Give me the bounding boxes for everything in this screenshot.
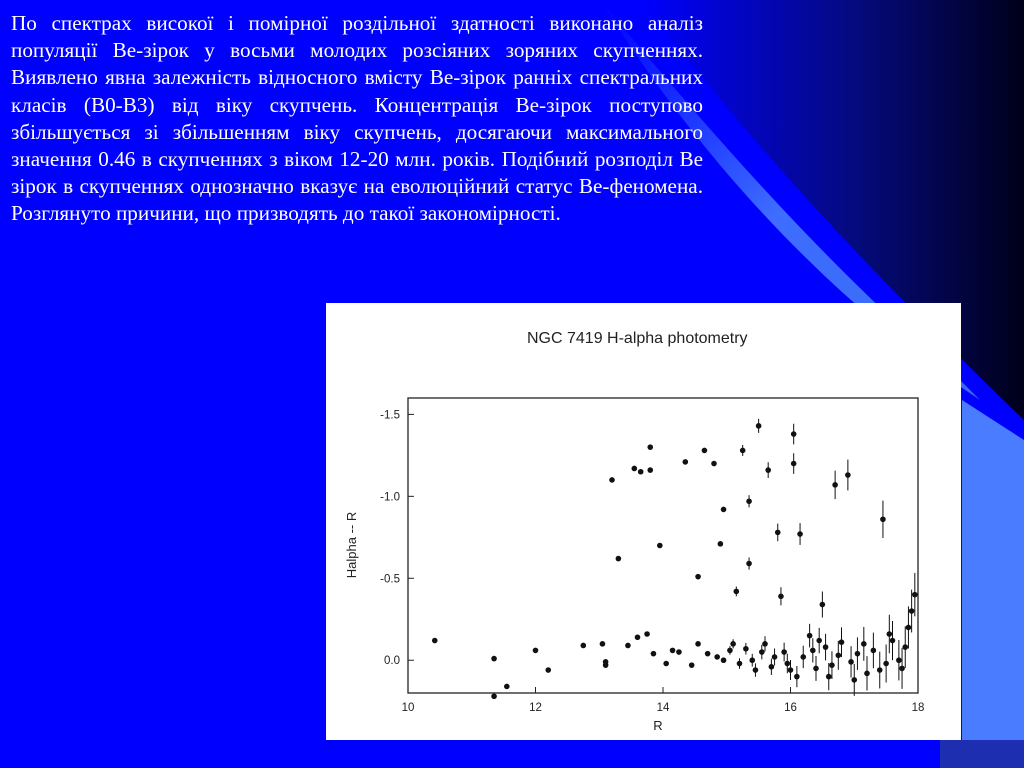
data-point: [788, 667, 794, 673]
data-point: [883, 661, 889, 667]
data-point: [839, 639, 845, 645]
data-point: [820, 602, 826, 608]
data-point: [504, 684, 510, 690]
data-point: [616, 556, 622, 562]
x-tick-label: 12: [529, 702, 542, 714]
data-point: [785, 661, 791, 667]
data-point: [836, 653, 842, 659]
data-point: [909, 608, 915, 614]
data-point: [794, 674, 800, 680]
data-point: [647, 467, 653, 473]
data-point: [813, 666, 819, 672]
slide-paragraph: По спектрах високої і помірної роздільної здатності виконано аналіз популяції Be-зірок у восьми молодих розсіяних зоряних скупченнях. Виявлено явна залежність відносного вмісту Be-зірок ранніх спектральних класів (B0-B3) від віку скупчень. Концентрація Be-зірок поступово збільшується зі збільшенням віку скупчень, досягаючи максимального значення 0.46 в скупченнях з віком 12-20 млн. років. Подібний розподіл Be зірок в скупченнях однозначно вказує на еволюційний статус Be-феномена. Розглянуто причини, що призводять до такої закономірності.: [11, 11, 703, 226]
data-point: [657, 543, 663, 549]
chart-panel: [326, 303, 961, 740]
data-point: [797, 531, 803, 537]
data-point: [855, 651, 861, 657]
y-axis-label: Halpha -- R: [344, 511, 359, 579]
data-point: [651, 651, 657, 657]
data-point: [743, 646, 749, 652]
data-point: [778, 594, 784, 600]
data-point: [644, 631, 650, 637]
data-point: [740, 448, 746, 454]
data-point: [772, 654, 778, 660]
data-point: [635, 634, 641, 640]
data-points: [432, 419, 918, 699]
data-point: [826, 674, 832, 680]
y-axis-ticks: [380, 409, 414, 667]
x-tick-label: 16: [784, 702, 797, 714]
data-point: [718, 541, 724, 547]
data-point: [845, 472, 851, 478]
x-tick-label: 10: [401, 702, 415, 714]
data-point: [581, 643, 587, 649]
data-point: [670, 648, 676, 654]
data-point: [695, 641, 701, 647]
data-point: [432, 638, 438, 644]
y-tick-label: 0.0: [384, 655, 400, 668]
data-point: [864, 671, 870, 677]
data-point: [800, 654, 806, 660]
data-point: [545, 667, 551, 673]
data-point: [714, 654, 720, 660]
x-tick-label: 18: [911, 702, 925, 714]
data-point: [848, 659, 854, 665]
y-tick-label: -1.5: [380, 409, 400, 422]
data-point: [632, 466, 638, 472]
data-point: [851, 677, 857, 683]
data-point: [823, 644, 829, 650]
data-point: [491, 693, 497, 699]
data-point: [533, 648, 539, 654]
data-point: [765, 467, 771, 473]
data-point: [880, 516, 886, 522]
data-point: [625, 643, 631, 649]
data-point: [887, 631, 893, 637]
data-point: [871, 648, 877, 654]
data-point: [727, 648, 733, 654]
data-point: [775, 530, 781, 536]
data-point: [737, 661, 743, 667]
y-tick-label: -1.0: [380, 491, 400, 504]
data-point: [791, 431, 797, 437]
data-point: [890, 638, 896, 644]
data-point: [746, 561, 752, 567]
data-point: [638, 469, 644, 475]
data-point: [695, 574, 701, 580]
data-point: [816, 638, 822, 644]
data-point: [896, 657, 902, 663]
data-point: [861, 641, 867, 647]
data-point: [832, 482, 838, 488]
data-point: [769, 664, 775, 670]
right-edge-shape: [962, 400, 1024, 768]
x-axis-ticks: [402, 687, 925, 714]
data-point: [711, 461, 717, 467]
data-point: [912, 592, 918, 598]
data-point: [705, 651, 711, 657]
data-point: [753, 667, 759, 673]
data-point: [807, 633, 813, 639]
data-point: [721, 657, 727, 663]
data-point: [609, 477, 615, 483]
data-point: [899, 666, 905, 672]
data-point: [730, 641, 736, 647]
data-point: [663, 661, 669, 667]
data-point: [756, 423, 762, 429]
data-point: [734, 589, 740, 595]
data-point: [906, 625, 912, 631]
data-point: [603, 659, 609, 665]
data-point: [702, 448, 708, 454]
data-point: [902, 644, 908, 650]
data-point: [810, 648, 816, 654]
data-point: [491, 656, 497, 662]
data-point: [781, 649, 787, 655]
data-point: [829, 662, 835, 668]
data-point: [689, 662, 695, 668]
halpha-photometry-chart: [326, 303, 961, 740]
data-point: [877, 667, 883, 673]
data-point: [600, 641, 606, 647]
chart-title: NGC 7419 H-alpha photometry: [527, 330, 748, 347]
data-point: [749, 657, 755, 663]
data-point: [762, 641, 768, 647]
data-point: [746, 498, 752, 504]
data-point: [759, 649, 765, 655]
data-point: [721, 507, 727, 513]
x-tick-label: 14: [656, 702, 670, 714]
y-tick-label: -0.5: [380, 573, 400, 586]
data-point: [683, 459, 689, 465]
data-point: [647, 444, 653, 450]
bottom-right-shade: [940, 740, 1024, 768]
data-point: [676, 649, 682, 655]
data-point: [791, 461, 797, 467]
x-axis-label: R: [653, 718, 663, 733]
